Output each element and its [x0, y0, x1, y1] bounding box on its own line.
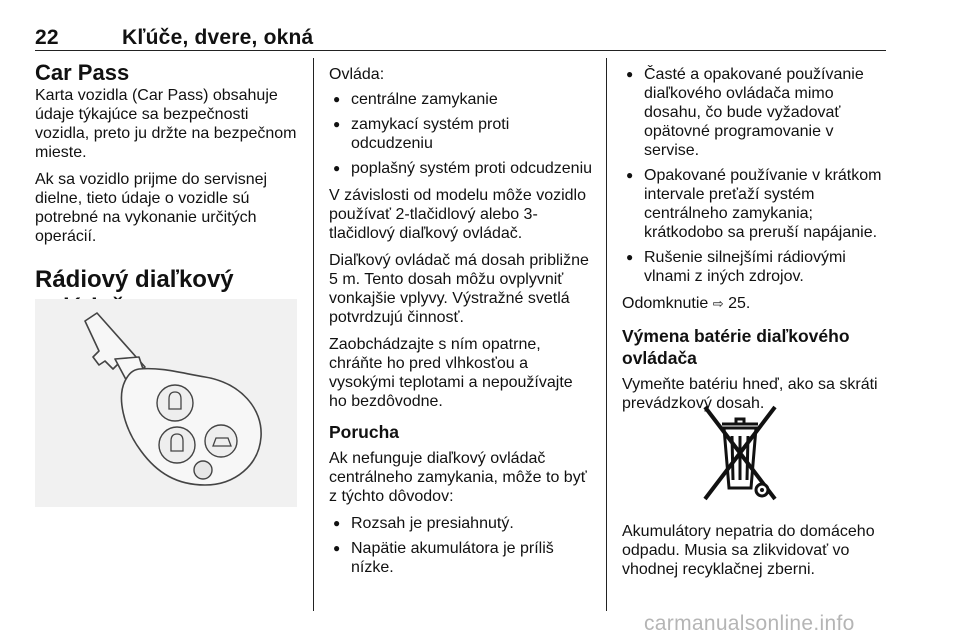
list-item: ● Časté a opakované používanie diaľkového ovládača mimo dosahu, čo bude vyžadovať opätovné programovanie v servise. [622, 65, 890, 160]
list-item: ● Rozsah je presiahnutý. [329, 514, 594, 533]
header-rule [35, 50, 886, 51]
chapter-title: Kľúče, dvere, okná [122, 26, 314, 49]
watermark: carmanualsonline.info [644, 612, 855, 635]
unlock-reference [622, 294, 890, 313]
remote-key-image [35, 299, 297, 507]
list-item: ● centrálne zamykanie [329, 90, 594, 109]
column-2 [329, 65, 594, 585]
weee-symbol [700, 404, 780, 504]
page-number: 22 [35, 26, 59, 49]
column-divider-1 [313, 58, 314, 611]
disposal-paragraph: Akumulátory nepatria do domáceho odpadu. Musia sa zlikvidovať vo vhodnej recyklačnej zberni. [622, 523, 875, 578]
battery-paragraph: Vymeňte batériu hneď, ako sa skráti prevádzkový dosah. [622, 376, 878, 412]
battery-heading: Výmena batérie diaľkového ovládača [622, 326, 850, 368]
column-1 [35, 60, 303, 322]
column-3-bottom [622, 522, 890, 587]
unlock-text: Odomknutie [622, 295, 709, 312]
fault-heading: Porucha [329, 422, 400, 442]
page-ref-arrow-icon: ⇨ [712, 296, 724, 311]
car-pass-heading: Car Pass [35, 60, 130, 85]
handling-paragraph: Zaobchádzajte s ním opatrne, chráňte ho pred vlhkosťou a vysokými teplotami a nepoužívajte ho bezdôvodne. [329, 336, 573, 410]
list-item: ● Rušenie silnejšími rádiovými vlnami z iných zdrojov. [622, 248, 890, 286]
list-item: ● Napätie akumulátora je príliš nízke. [329, 539, 594, 577]
car-pass-paragraph-1: Karta vozidla (Car Pass) obsahuje údaje týkajúce sa bezpečnosti vozidla, preto ju držte na bezpečnom mieste. [35, 87, 297, 161]
remote-key-illustration [35, 299, 297, 507]
column-3 [622, 65, 890, 421]
remote-range-paragraph: Diaľkový ovládač má dosah približne 5 m. Tento dosah môžu ovplyvniť vonkajšie vplyvy. Výstražné svetlá potvrdzujú činnosť. [329, 252, 589, 326]
controls-list [329, 90, 594, 178]
remote-models-paragraph: V závislosti od modelu môže vozidlo používať 2-tlačidlový alebo 3-tlačidlový diaľkový ovládač. [329, 187, 587, 242]
controls-intro: Ovláda: [329, 66, 385, 83]
list-item: ● poplašný systém proti odcudzeniu [329, 159, 594, 178]
list-item: ● Opakované používanie v krátkom intervale preťaží systém centrálneho zamykania; krátkodobo sa preruší napájanie. [622, 166, 890, 242]
fault-paragraph: Ak nefunguje diaľkový ovládač centrálneho zamykania, môže to byť z týchto dôvodov: [329, 450, 587, 505]
column-divider-2 [606, 58, 607, 611]
crossed-bin-icon [700, 404, 780, 509]
remote-control-heading: Rádiový diaľkový [35, 266, 234, 293]
unlock-page-link[interactable]: 25. [728, 295, 751, 312]
fault-causes-list-continued [622, 65, 890, 286]
fault-causes-list [329, 514, 594, 577]
car-pass-paragraph-2: Ak sa vozidlo prijme do servisnej dielne, tieto údaje o vozidle sú potrebné na vykonanie určitých operácií. [35, 171, 268, 245]
list-item: ● zamykací systém proti odcudzeniu [329, 115, 594, 153]
